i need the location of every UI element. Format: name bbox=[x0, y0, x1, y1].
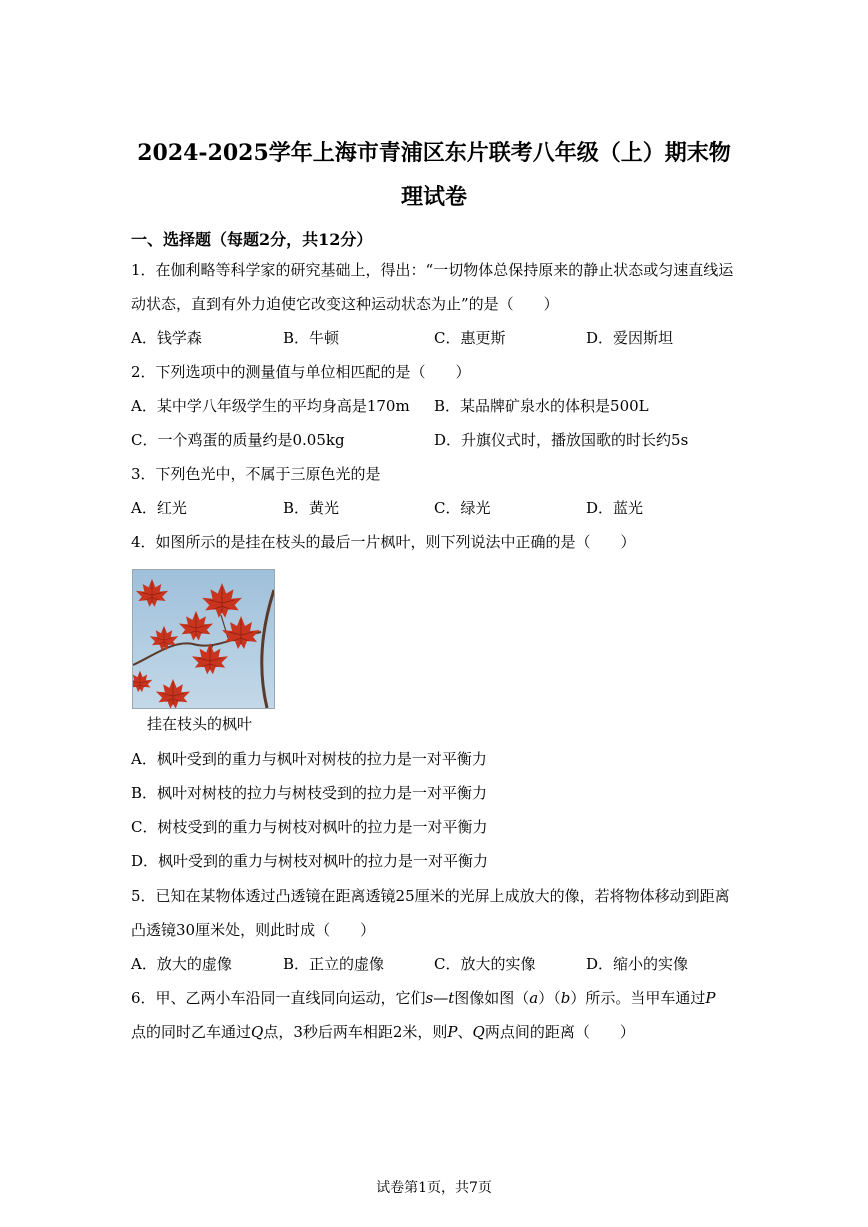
question-3-option-a: A．红光 bbox=[131, 499, 187, 517]
maple-leaf-photo bbox=[132, 569, 275, 709]
page-footer: 试卷第1页，共7页 bbox=[376, 1180, 492, 1196]
exam-title-line1: 2024-2025学年上海市青浦区东片联考八年级（上）期末物 bbox=[137, 140, 731, 166]
question-2-line1: 2．下列选项中的测量值与单位相匹配的是（ ） bbox=[131, 363, 471, 381]
question-4-option-c: C．树枝受到的重力与树枝对枫叶的拉力是一对平衡力 bbox=[131, 818, 488, 836]
section-heading: 一、选择题（每题2分，共12分） bbox=[131, 230, 373, 249]
figure-caption: 挂在枝头的枫叶 bbox=[147, 715, 253, 733]
question-4-option-d: D．枫叶受到的重力与树枝对枫叶的拉力是一对平衡力 bbox=[131, 852, 489, 870]
question-5-option-d: D．缩小的实像 bbox=[586, 955, 689, 973]
question-3-line1: 3．下列色光中，不属于三原色光的是 bbox=[131, 465, 381, 483]
question-1-line2: 动状态，直到有外力迫使它改变这种运动状态为止”的是（ ） bbox=[131, 295, 559, 313]
question-2-option-d: D．升旗仪式时，播放国歌的时长约5s bbox=[434, 431, 689, 449]
question-5-option-c: C．放大的实像 bbox=[434, 955, 536, 973]
question-1-option-a: A．钱学森 bbox=[131, 329, 202, 347]
question-6-line1: 6．甲、乙两小车沿同一直线同向运动，它们s—t图像如图（a）（b）所示。当甲车通过P bbox=[131, 989, 716, 1007]
question-4-option-b: B．枫叶对树枝的拉力与树枝受到的拉力是一对平衡力 bbox=[131, 784, 488, 802]
question-1-option-b: B．牛顿 bbox=[283, 329, 340, 347]
question-3-option-d: D．蓝光 bbox=[586, 499, 644, 517]
maple-leaf-illustration bbox=[133, 570, 274, 708]
question-5-option-a: A．放大的虚像 bbox=[131, 955, 232, 973]
question-4-line1: 4．如图所示的是挂在枝头的最后一片枫叶，则下列说法中正确的是（ ） bbox=[131, 533, 636, 551]
question-5-line1: 5．已知在某物体透过凸透镜在距离透镜25厘米的光屏上成放大的像，若将物体移动到距离 bbox=[131, 887, 730, 905]
question-5-option-b: B．正立的虚像 bbox=[283, 955, 385, 973]
question-4-option-a: A．枫叶受到的重力与枫叶对树枝的拉力是一对平衡力 bbox=[131, 750, 487, 768]
question-3-option-c: C．绿光 bbox=[434, 499, 491, 517]
question-2-option-a: A．某中学八年级学生的平均身高是170m bbox=[131, 397, 410, 415]
question-5-line2: 凸透镜30厘米处，则此时成（ ） bbox=[131, 921, 376, 939]
question-3-option-b: B．黄光 bbox=[283, 499, 340, 517]
question-6-line2: 点的同时乙车通过Q点，3秒后两车相距2米，则P、Q两点间的距离（ ） bbox=[131, 1023, 635, 1041]
question-1-option-c: C．惠更斯 bbox=[434, 329, 506, 347]
question-1-option-d: D．爱因斯坦 bbox=[586, 329, 674, 347]
question-1-line1: 1．在伽利略等科学家的研究基础上，得出：“一切物体总保持原来的静止状态或匀速直线运 bbox=[131, 261, 734, 279]
exam-title-line2: 理试卷 bbox=[400, 184, 467, 210]
question-2-option-b: B．某品牌矿泉水的体积是500L bbox=[434, 397, 649, 415]
question-2-option-c: C．一个鸡蛋的质量约是0.05kg bbox=[131, 431, 345, 449]
